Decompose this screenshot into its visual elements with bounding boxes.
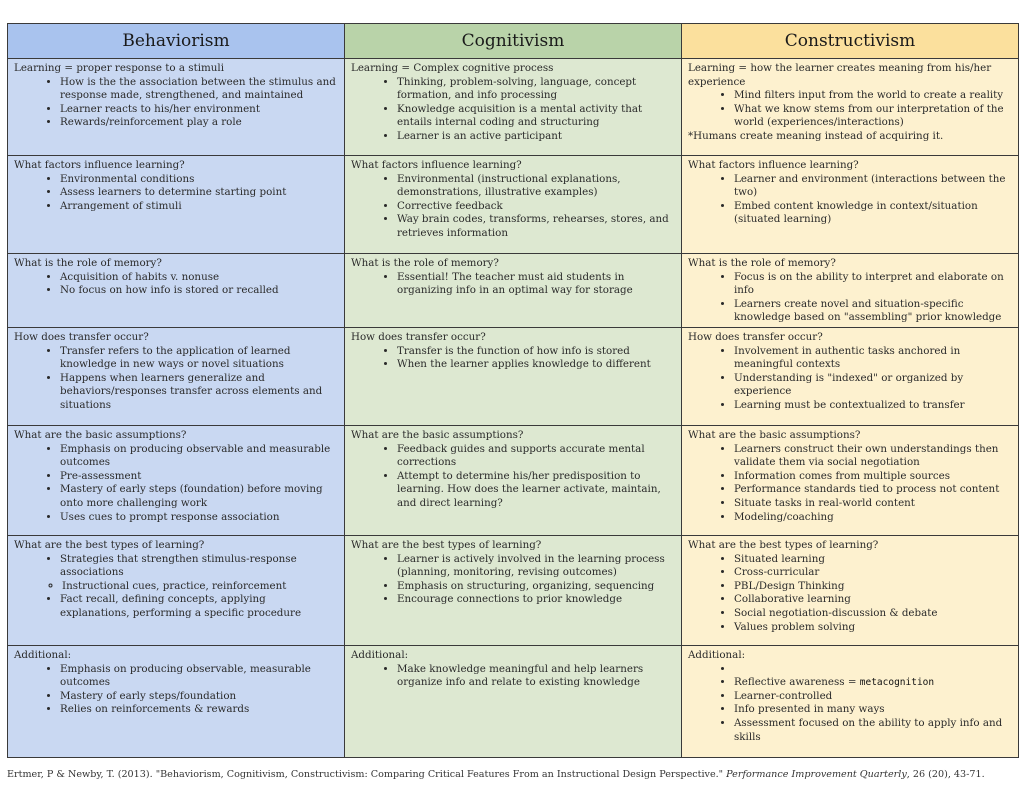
bullet-list bbox=[351, 663, 675, 690]
bullet-item bbox=[397, 553, 675, 580]
bullet-text: Understanding is "indexed" or organized by experience bbox=[734, 371, 964, 398]
bullet-item bbox=[397, 130, 675, 144]
bullet-item bbox=[734, 443, 1012, 470]
bullet-item bbox=[60, 116, 338, 130]
bullet-text: Info presented in many ways bbox=[734, 703, 885, 716]
bullet-text: Mind filters input from the world to create a reality bbox=[734, 89, 1004, 102]
bullet-item bbox=[397, 663, 675, 690]
bullet-text: Acquisition of habits v. nonuse bbox=[60, 270, 220, 283]
cell-question: What are the basic assumptions? bbox=[14, 428, 187, 441]
cell-cognitivism-assumptions bbox=[345, 425, 682, 535]
bullet-text: Relies on reinforcements & rewards bbox=[60, 703, 250, 716]
bullet-list bbox=[688, 553, 1012, 635]
bullet-item bbox=[397, 271, 675, 298]
cell-cognitivism-factors bbox=[345, 156, 682, 254]
bullet-list bbox=[14, 443, 338, 525]
bullet-text: Social negotiation-discussion & debate bbox=[734, 606, 938, 619]
bullet-text: Cross-curricular bbox=[734, 566, 820, 579]
cell-cognitivism-definition bbox=[345, 59, 682, 156]
cell-behaviorism-factors bbox=[8, 156, 345, 254]
bullet-item bbox=[397, 173, 675, 200]
bullet-item bbox=[734, 553, 1012, 567]
bullet-text: Pre-assessment bbox=[60, 469, 142, 482]
cell-question: Learning = Complex cognitive process bbox=[351, 62, 554, 74]
bullet-item bbox=[60, 593, 338, 620]
bullet-text: Emphasis on structuring, organizing, sequencing bbox=[397, 579, 655, 592]
bullet-item bbox=[60, 703, 338, 717]
bullet-item bbox=[734, 663, 1012, 677]
bullet-item bbox=[60, 690, 338, 704]
cell-question: What is the role of memory? bbox=[351, 257, 499, 269]
bullet-item bbox=[60, 470, 338, 484]
bullet-item bbox=[60, 200, 338, 214]
bullet-item bbox=[60, 511, 338, 525]
bullet-list bbox=[14, 553, 338, 580]
bullet-item bbox=[734, 399, 1012, 413]
citation-journal: Performance Improvement Quarterly bbox=[726, 769, 907, 780]
bullet-list bbox=[688, 443, 1012, 525]
bullet-text: PBL/Design Thinking bbox=[734, 579, 845, 592]
cell-question: Additional: bbox=[688, 648, 746, 661]
bullet-text: Feedback guides and supports accurate mental corrections bbox=[397, 442, 645, 469]
bullet-list bbox=[14, 663, 338, 717]
bullet-text: Mastery of early steps/foundation bbox=[60, 689, 237, 702]
bullet-text: Corrective feedback bbox=[397, 199, 503, 212]
bullet-item bbox=[734, 298, 1012, 325]
bullet-text: Instructional cues, practice, reinforcement bbox=[62, 579, 287, 592]
bullet-text: Fact recall, defining concepts, applying explanations, performing a specific procedure bbox=[60, 593, 302, 619]
bullet-text: Learner is an active participant bbox=[397, 129, 562, 142]
bullet-text: Assessment focused on the ability to apply info and skills bbox=[734, 716, 1003, 743]
bullet-text: Environmental conditions bbox=[60, 172, 195, 185]
bullet-item bbox=[397, 358, 675, 372]
bullet-text: Attempt to determine his/her predisposition to learning. How does the learner activate, maintain, and direct learning? bbox=[397, 469, 661, 509]
bullet-item bbox=[734, 607, 1012, 621]
bullet-item bbox=[734, 621, 1012, 635]
bullet-text: Learner-controlled bbox=[734, 689, 833, 702]
bullet-text: Uses cues to prompt response association bbox=[60, 510, 280, 523]
bullet-item bbox=[60, 271, 338, 285]
bullet-text: Learner is actively involved in the learning process (planning, monitoring, revising outcomes) bbox=[397, 552, 665, 579]
cell-note: *Humans create meaning instead of acquiring it. bbox=[688, 129, 944, 142]
bullet-text: Transfer refers to the application of learned knowledge in new ways or novel situations bbox=[60, 344, 291, 371]
cell-constructivism-factors bbox=[682, 156, 1019, 254]
cell-question: What are the best types of learning? bbox=[688, 538, 879, 551]
cell-behaviorism-transfer bbox=[8, 327, 345, 425]
bullet-item bbox=[397, 593, 675, 607]
bullet-text: Environmental (instructional explanations, demonstrations, illustrative examples) bbox=[397, 172, 621, 199]
bullet-text: Assess learners to determine starting point bbox=[60, 186, 287, 199]
bullet-item bbox=[397, 213, 675, 240]
cell-behaviorism-definition bbox=[8, 59, 345, 156]
bullet-item bbox=[397, 470, 675, 511]
bullet-text: Emphasis on producing observable, measurable outcomes bbox=[60, 662, 311, 689]
row-definition bbox=[8, 59, 1019, 156]
bullet-text: Happens when learners generalize and behaviors/responses transfer across elements and situations bbox=[60, 371, 323, 411]
cell-question: Additional: bbox=[351, 648, 409, 661]
bullet-item bbox=[60, 103, 338, 117]
bullet-list bbox=[14, 76, 338, 130]
bullet-text: Knowledge acquisition is a mental activity that entails internal coding and structuring bbox=[397, 102, 643, 129]
cell-behaviorism-learning-types bbox=[8, 535, 345, 645]
bullet-list bbox=[351, 271, 675, 298]
bullet-text: Thinking, problem-solving, language, concept formation, and info processing bbox=[397, 75, 637, 102]
bullet-item bbox=[734, 470, 1012, 484]
bullet-item bbox=[734, 703, 1012, 717]
bullet-item bbox=[734, 173, 1012, 200]
cell-constructivism-assumptions bbox=[682, 425, 1019, 535]
bullet-item bbox=[734, 676, 1012, 690]
bullet-text: What we know stems from our interpretation of the world (experiences/interactions) bbox=[734, 102, 1004, 129]
bullet-text: Modeling/coaching bbox=[734, 510, 834, 523]
cell-question: What are the best types of learning? bbox=[351, 538, 542, 551]
bullet-item bbox=[60, 173, 338, 187]
bullet-item bbox=[734, 593, 1012, 607]
cell-behaviorism-assumptions bbox=[8, 425, 345, 535]
bullet-text: Focus is on the ability to interpret and elaborate on info bbox=[734, 270, 1004, 297]
bullet-item bbox=[397, 103, 675, 130]
bullet-list bbox=[351, 76, 675, 144]
bullet-item bbox=[734, 497, 1012, 511]
bullet-item bbox=[734, 511, 1012, 525]
bullet-item bbox=[397, 345, 675, 359]
header-behaviorism: Behaviorism bbox=[8, 24, 345, 59]
emphasis-text: metacognition bbox=[859, 677, 935, 689]
bullet-text: Strategies that strengthen stimulus-response associations bbox=[60, 552, 297, 579]
bullet-text: Embed content knowledge in context/situation (situated learning) bbox=[734, 199, 978, 226]
bullet-item bbox=[734, 200, 1012, 227]
bullet-item bbox=[734, 483, 1012, 497]
bullet-text: Situate tasks in real-world content bbox=[734, 496, 915, 509]
cell-constructivism-additional bbox=[682, 645, 1019, 757]
bullet-item bbox=[397, 200, 675, 214]
bullet-text: Learning must be contextualized to transfer bbox=[734, 398, 965, 411]
bullet-list bbox=[688, 345, 1012, 413]
comparison-table bbox=[7, 23, 1019, 758]
row-assumptions bbox=[8, 425, 1019, 535]
bullet-item bbox=[734, 89, 1012, 103]
row-transfer bbox=[8, 327, 1019, 425]
bullet-text: Emphasis on producing observable and measurable outcomes bbox=[60, 442, 331, 469]
cell-constructivism-learning-types bbox=[682, 535, 1019, 645]
bullet-text: When the learner applies knowledge to different bbox=[397, 358, 651, 371]
cell-question: How does transfer occur? bbox=[351, 330, 486, 343]
cell-question: What factors influence learning? bbox=[688, 159, 859, 171]
bullet-text: Mastery of early steps (foundation) before moving onto more challenging work bbox=[60, 483, 323, 509]
cell-behaviorism-memory bbox=[8, 254, 345, 328]
cell-cognitivism-transfer bbox=[345, 327, 682, 425]
bullet-item bbox=[60, 443, 338, 470]
bullet-list bbox=[351, 173, 675, 241]
cell-cognitivism-memory bbox=[345, 254, 682, 328]
cell-constructivism-memory bbox=[682, 254, 1019, 328]
bullet-text: Values problem solving bbox=[734, 620, 856, 633]
cell-question: What are the basic assumptions? bbox=[351, 428, 524, 441]
cell-constructivism-transfer bbox=[682, 327, 1019, 425]
cell-cognitivism-learning-types bbox=[345, 535, 682, 645]
bullet-text: Performance standards tied to process not content bbox=[734, 483, 1000, 496]
bullet-list bbox=[688, 271, 1012, 325]
row-factors bbox=[8, 156, 1019, 254]
bullet-item bbox=[60, 372, 338, 413]
cell-question: What are the basic assumptions? bbox=[688, 428, 861, 441]
bullet-text: Arrangement of stimuli bbox=[60, 199, 182, 212]
bullet-list bbox=[688, 89, 1012, 130]
cell-question: Learning = how the learner creates meaning from his/her experience bbox=[688, 62, 992, 88]
cell-question: Learning = proper response to a stimuli bbox=[14, 62, 225, 74]
bullet-item bbox=[734, 566, 1012, 580]
citation-tail: , 26 (20), 43-71. bbox=[906, 769, 985, 780]
bullet-list bbox=[351, 443, 675, 511]
bullet-item bbox=[397, 580, 675, 594]
bullet-item bbox=[734, 103, 1012, 130]
bullet-item bbox=[397, 443, 675, 470]
bullet-text: Make knowledge meaningful and help learners organize info and relate to existing knowledge bbox=[397, 662, 644, 689]
bullet-text: Essential! The teacher must aid students in organizing info in an optimal way for storage bbox=[397, 270, 633, 297]
cell-cognitivism-additional bbox=[345, 645, 682, 757]
bullet-item bbox=[734, 271, 1012, 298]
bullet-item bbox=[60, 76, 338, 103]
bullet-item bbox=[734, 717, 1012, 744]
header-row bbox=[8, 24, 1019, 59]
cell-question: What is the role of memory? bbox=[688, 257, 836, 269]
bullet-text: Transfer is the function of how info is stored bbox=[397, 344, 630, 357]
cell-constructivism-definition bbox=[682, 59, 1019, 156]
citation bbox=[7, 769, 1019, 781]
bullet-item bbox=[62, 580, 338, 594]
bullet-list bbox=[688, 173, 1012, 227]
bullet-item bbox=[60, 553, 338, 580]
bullet-item bbox=[60, 483, 338, 510]
bullet-item bbox=[60, 284, 338, 298]
bullet-text: Rewards/reinforcement play a role bbox=[60, 116, 242, 129]
bullet-text: Collaborative learning bbox=[734, 593, 851, 606]
bullet-list bbox=[14, 593, 338, 620]
cell-question: How does transfer occur? bbox=[688, 330, 823, 343]
bullet-item bbox=[60, 663, 338, 690]
bullet-list bbox=[351, 553, 675, 607]
bullet-text: Involvement in authentic tasks anchored in meaningful contexts bbox=[734, 344, 961, 371]
bullet-item bbox=[734, 690, 1012, 704]
bullet-item bbox=[734, 345, 1012, 372]
cell-behaviorism-additional bbox=[8, 645, 345, 757]
bullet-text: Learners construct their own understandings then validate them via social negotiation bbox=[734, 442, 999, 469]
row-learning-types bbox=[8, 535, 1019, 645]
bullet-text: Learner reacts to his/her environment bbox=[60, 102, 260, 115]
cell-question: Additional: bbox=[14, 648, 72, 661]
bullet-item bbox=[60, 186, 338, 200]
bullet-text: Learner and environment (interactions between the two) bbox=[734, 172, 1006, 199]
row-additional bbox=[8, 645, 1019, 757]
sub-bullet-list bbox=[14, 580, 338, 594]
cell-question: What are the best types of learning? bbox=[14, 538, 205, 551]
cell-question: How does transfer occur? bbox=[14, 330, 149, 343]
bullet-text: Way brain codes, transforms, rehearses, stores, and retrieves information bbox=[397, 213, 669, 239]
citation-text: Ertmer, P & Newby, T. (2013). "Behaviorism, Cognitivism, Constructivism: Comparing Critical Features From an Instructional Design Perspective." bbox=[7, 769, 727, 780]
bullet-list bbox=[351, 345, 675, 372]
cell-question: What factors influence learning? bbox=[14, 159, 185, 171]
cell-question: What is the role of memory? bbox=[14, 257, 162, 269]
bullet-text: No focus on how info is stored or recalled bbox=[60, 284, 279, 297]
bullet-item bbox=[60, 345, 338, 372]
bullet-item bbox=[397, 76, 675, 103]
bullet-text: How is the the association between the stimulus and response made, strengthened, and maintained bbox=[60, 75, 336, 102]
bullet-list bbox=[14, 271, 338, 298]
bullet-list bbox=[688, 663, 1012, 745]
bullet-item bbox=[734, 580, 1012, 594]
bullet-text: Learners create novel and situation-specific knowledge based on "assembling" prior knowledge bbox=[734, 297, 1002, 324]
bullet-list bbox=[14, 345, 338, 413]
cell-question: What factors influence learning? bbox=[351, 159, 522, 171]
bullet-text: Encourage connections to prior knowledge bbox=[397, 593, 623, 606]
header-constructivism: Constructivism bbox=[682, 24, 1019, 59]
row-memory bbox=[8, 254, 1019, 328]
bullet-text: Information comes from multiple sources bbox=[734, 469, 950, 482]
bullet-text: Reflective awareness = bbox=[734, 676, 860, 689]
bullet-item bbox=[734, 372, 1012, 399]
header-cognitivism: Cognitivism bbox=[345, 24, 682, 59]
bullet-list bbox=[14, 173, 338, 214]
bullet-text: Situated learning bbox=[734, 552, 825, 565]
